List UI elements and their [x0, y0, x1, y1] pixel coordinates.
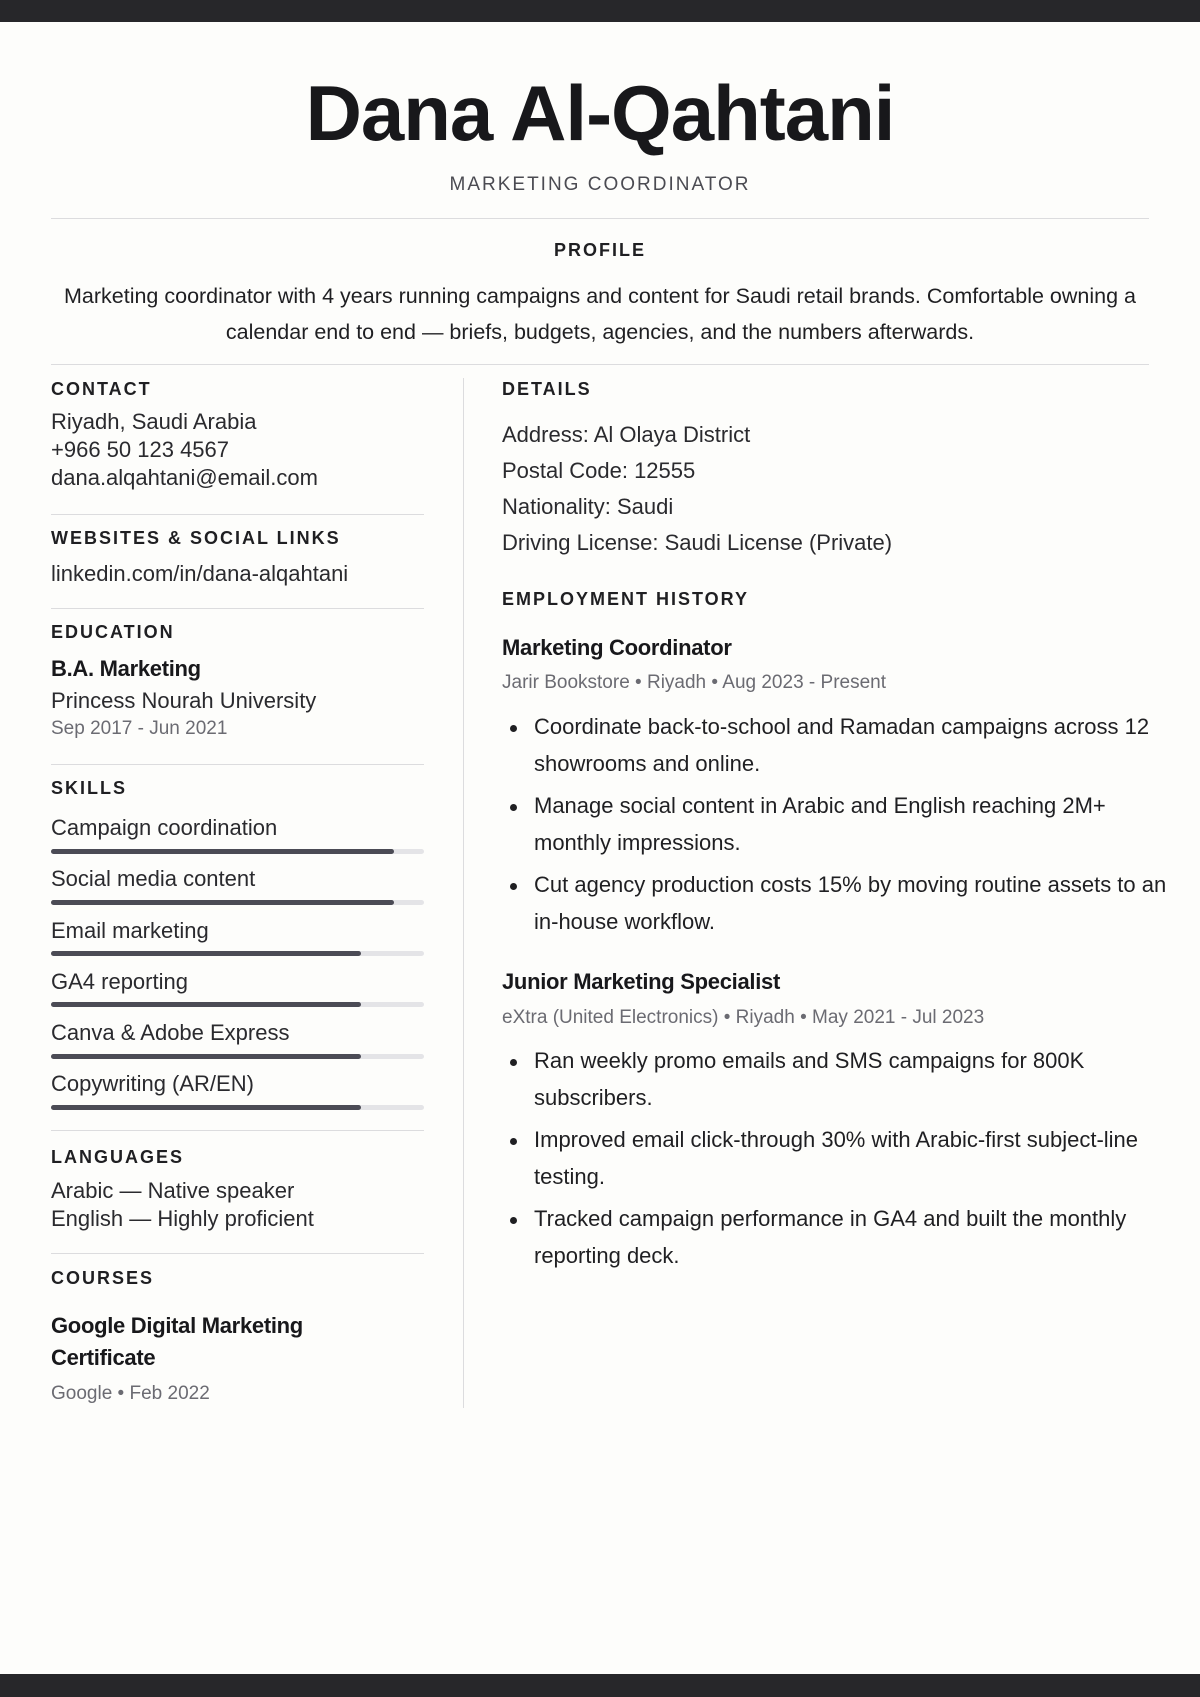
skill-bar — [51, 951, 424, 956]
job-title-entry: Marketing Coordinator — [502, 635, 732, 660]
skill-bar-fill — [51, 1105, 361, 1110]
job-bullet: Coordinate back-to-school and Ramadan campaigns across 12 showrooms and online. — [534, 709, 1174, 782]
skill-name: Email marketing — [51, 918, 209, 943]
profile-heading: PROFILE — [553, 240, 646, 260]
details-address: Address: Al Olaya District — [502, 422, 751, 447]
job-bullet: Tracked campaign performance in GA4 and built the monthly reporting deck. — [534, 1201, 1174, 1274]
skill-name: Copywriting (AR/EN) — [51, 1071, 254, 1096]
details-postal-code: Postal Code: 12555 — [502, 458, 696, 483]
contact-heading: CONTACT — [51, 379, 152, 399]
course-meta: Google • Feb 2022 — [51, 1383, 210, 1404]
skill-bar — [51, 849, 424, 854]
skill-bar-fill — [51, 1002, 361, 1007]
skill-bar-fill — [51, 951, 361, 956]
education-divider — [51, 764, 424, 765]
contact-divider — [51, 514, 424, 515]
details-heading: DETAILS — [502, 379, 592, 399]
languages-divider — [51, 1253, 424, 1254]
skill-bar — [51, 1105, 424, 1110]
education-dates: Sep 2017 - Jun 2021 — [51, 718, 228, 739]
employment-heading: EMPLOYMENT HISTORY — [502, 589, 750, 609]
details-driving-license: Driving License: Saudi License (Private) — [502, 530, 893, 555]
language-item: Arabic — Native speaker — [51, 1178, 295, 1203]
job-bullet: Cut agency production costs 15% by moving routine assets to an in-house workflow. — [534, 867, 1174, 940]
skill-name: Social media content — [51, 866, 256, 891]
education-degree: B.A. Marketing — [51, 656, 201, 681]
contact-phone[interactable]: +966 50 123 4567 — [51, 437, 230, 462]
job-bullet: Improved email click-through 30% with Arabic-first subject-line testing. — [534, 1122, 1174, 1195]
profile-summary: Marketing coordinator with 4 years running campaigns and content for Saudi retail brands. Comfortable owning a calendar end to end — briefs, budgets, agencies, and the numbers afterwards. — [63, 284, 1136, 344]
links-divider — [51, 608, 424, 609]
skill-name: Campaign coordination — [51, 815, 278, 840]
job-bullet-list — [502, 709, 1174, 946]
contact-email[interactable]: dana.alqahtani@email.com — [51, 465, 318, 490]
skill-bar — [51, 1054, 424, 1059]
skills-divider — [51, 1130, 424, 1131]
skill-bar — [51, 1002, 424, 1007]
skill-bar-fill — [51, 900, 394, 905]
skill-bar — [51, 900, 424, 905]
contact-location: Riyadh, Saudi Arabia — [51, 409, 257, 434]
job-meta: Jarir Bookstore • Riyadh • Aug 2023 - Present — [502, 672, 886, 693]
course-title: Google Digital Marketing Certificate — [51, 1313, 303, 1370]
job-title-entry: Junior Marketing Specialist — [502, 969, 780, 994]
job-bullet: Ran weekly promo emails and SMS campaigns for 800K subscribers. — [534, 1043, 1174, 1116]
courses-heading: COURSES — [51, 1268, 155, 1288]
skill-bar-fill — [51, 849, 394, 854]
header-divider — [51, 218, 1149, 219]
job-title: MARKETING COORDINATOR — [449, 174, 751, 195]
job-meta: eXtra (United Electronics) • Riyadh • May 2021 - Jul 2023 — [502, 1007, 985, 1028]
skills-heading: SKILLS — [51, 778, 128, 798]
job-bullet: Manage social content in Arabic and English reaching 2M+ monthly impressions. — [534, 788, 1174, 861]
skill-name: Canva & Adobe Express — [51, 1020, 290, 1045]
top-bar — [0, 0, 1200, 22]
education-heading: EDUCATION — [51, 622, 175, 642]
language-item: English — Highly proficient — [51, 1206, 314, 1231]
skill-name: GA4 reporting — [51, 969, 188, 994]
column-divider — [463, 378, 464, 1408]
education-school: Princess Nourah University — [51, 688, 317, 713]
languages-heading: LANGUAGES — [51, 1147, 185, 1167]
linkedin-link[interactable]: linkedin.com/in/dana-alqahtani — [51, 561, 349, 586]
profile-divider — [51, 364, 1149, 365]
candidate-name: Dana Al-Qahtani — [305, 69, 895, 157]
skill-bar-fill — [51, 1054, 361, 1059]
details-nationality: Nationality: Saudi — [502, 494, 674, 519]
bottom-bar — [0, 1674, 1200, 1697]
links-heading: WEBSITES & SOCIAL LINKS — [51, 528, 341, 548]
job-bullet-list — [502, 1043, 1174, 1280]
